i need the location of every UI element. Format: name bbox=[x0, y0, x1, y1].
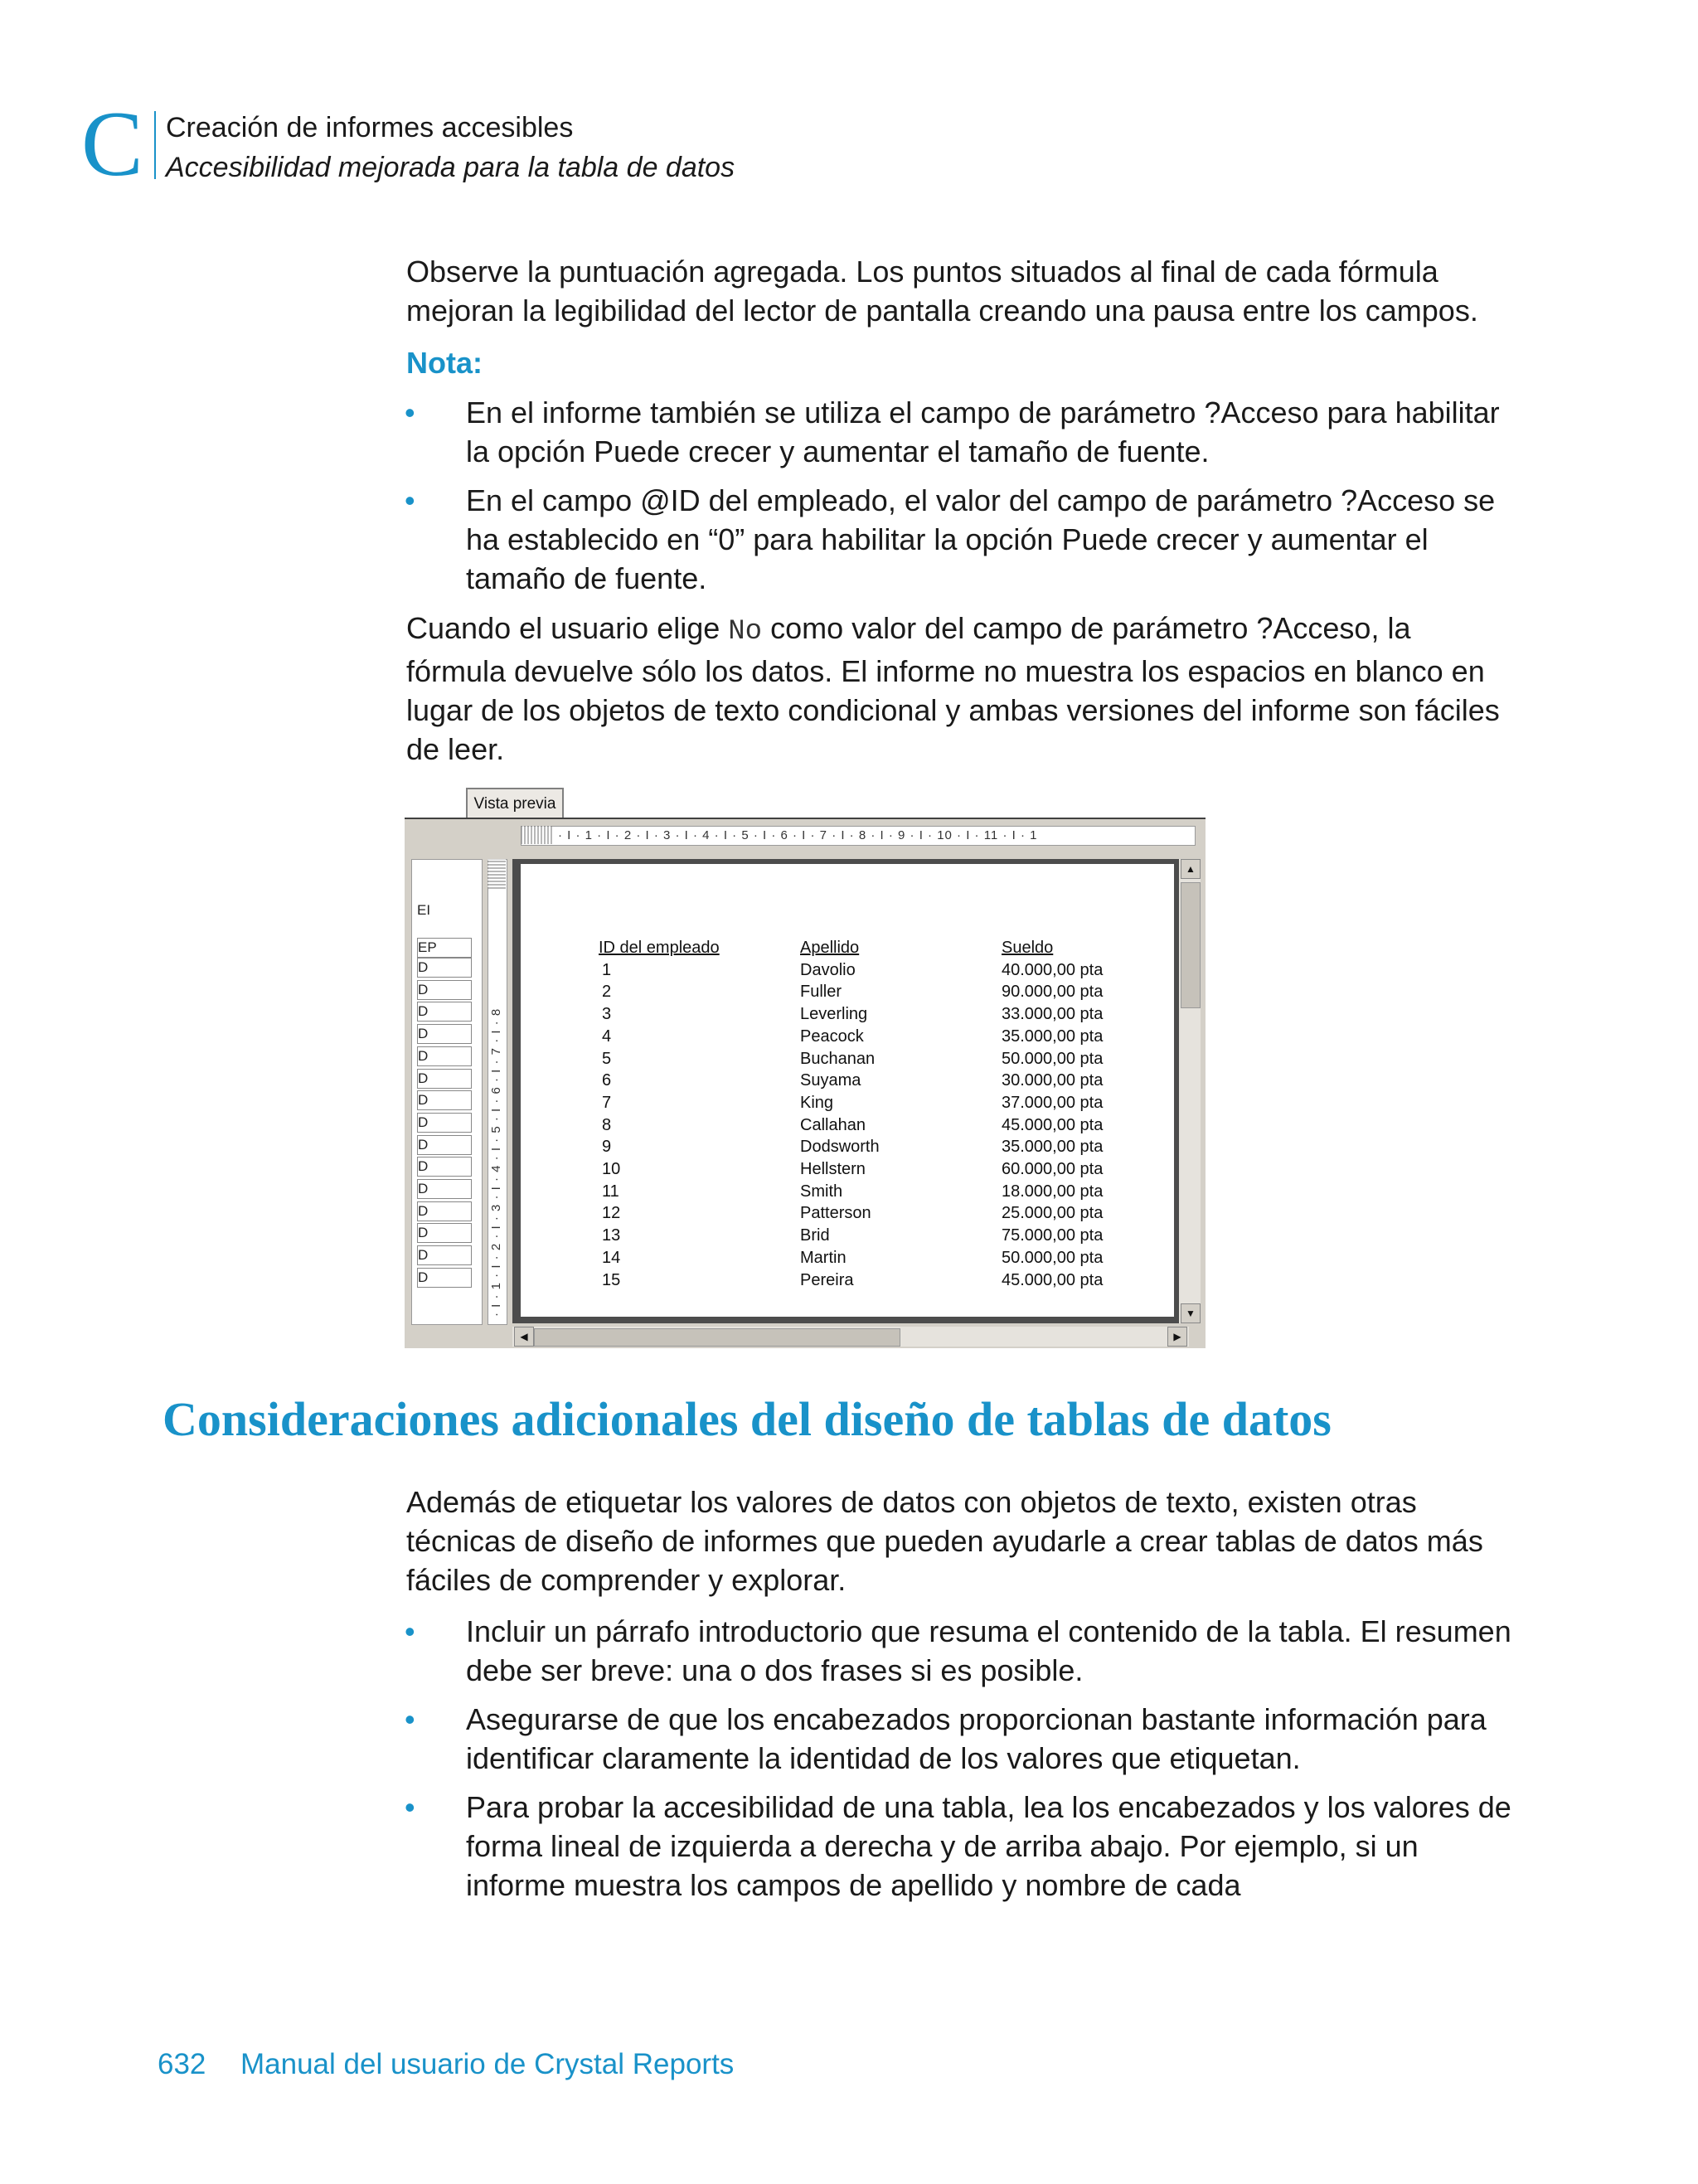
bullet-icon: • bbox=[405, 1790, 415, 1824]
table-cell: 18.000,00 pta bbox=[1002, 1182, 1104, 1201]
bullet-icon: • bbox=[405, 483, 415, 517]
horizontal-ruler bbox=[521, 826, 1196, 846]
chapter-letter: C bbox=[81, 93, 143, 196]
table-cell: 13 bbox=[602, 1226, 621, 1245]
group-item-d[interactable]: D bbox=[417, 980, 472, 1000]
table-cell: 6 bbox=[602, 1071, 612, 1090]
section-title: Accesibilidad mejorada para la tabla de datos bbox=[166, 152, 735, 183]
chapter-divider bbox=[154, 111, 156, 179]
group-item-d[interactable]: D bbox=[417, 1179, 472, 1199]
group-item-d[interactable]: D bbox=[417, 1245, 472, 1265]
table-cell: Davolio bbox=[800, 960, 856, 979]
table-cell: 5 bbox=[602, 1049, 612, 1068]
table-cell: 33.000,00 pta bbox=[1002, 1005, 1104, 1024]
table-cell: 9 bbox=[602, 1138, 612, 1157]
table-cell: Peacock bbox=[800, 1026, 864, 1046]
table-cell: 1 bbox=[602, 960, 612, 979]
column-header: Apellido bbox=[800, 939, 860, 957]
table-cell: 60.000,00 pta bbox=[1002, 1160, 1104, 1178]
table-cell: Dodsworth bbox=[800, 1138, 880, 1157]
paragraph-text: como valor del campo de parámetro ?Acceso, la fórmula devuelve sólo los datos. El informe no muestra los espacios en blanco en lugar de los objetos de texto condicional y ambas versiones del informe son fáciles de leer. bbox=[406, 611, 1500, 766]
table-cell: 35.000,00 pta bbox=[1002, 1026, 1104, 1046]
table-cell: 14 bbox=[602, 1248, 621, 1267]
design-bullet-2: Asegurarse de que los encabezados proporcionan bastante información para identificar claramente la identidad de los valores que etiquetan. bbox=[466, 1702, 1487, 1775]
group-item-d[interactable]: D bbox=[417, 1157, 472, 1177]
scroll-right-arrow-icon[interactable]: ▶ bbox=[1167, 1327, 1187, 1347]
table-cell: Leverling bbox=[800, 1005, 868, 1024]
group-item-ep[interactable]: EP bbox=[417, 938, 472, 958]
table-cell: 25.000,00 pta bbox=[1002, 1204, 1104, 1223]
column-header: Sueldo bbox=[1002, 939, 1054, 957]
table-cell: 90.000,00 pta bbox=[1002, 983, 1104, 1002]
group-item-d[interactable]: D bbox=[417, 1024, 472, 1044]
table-cell: 2 bbox=[602, 983, 612, 1002]
group-item-d[interactable]: D bbox=[417, 1113, 472, 1133]
intro-paragraph: Observe la puntuación agregada. Los puntos situados al final de cada fórmula mejoran la legibilidad del lector de pantalla creando una pausa entre los campos. bbox=[406, 255, 1478, 328]
table-cell: 75.000,00 pta bbox=[1002, 1226, 1104, 1245]
tab-vista-previa[interactable]: Vista previa bbox=[466, 788, 564, 819]
table-cell: 45.000,00 pta bbox=[1002, 1270, 1104, 1289]
chapter-title: Creación de informes accesibles bbox=[166, 112, 574, 143]
table-cell: 12 bbox=[602, 1204, 621, 1223]
book-title: Manual del usuario de Crystal Reports bbox=[240, 2048, 735, 2080]
scroll-left-arrow-icon[interactable]: ◀ bbox=[514, 1327, 534, 1347]
horizontal-scroll-thumb[interactable] bbox=[534, 1328, 900, 1347]
table-cell: Callahan bbox=[800, 1115, 866, 1134]
table-cell: 40.000,00 pta bbox=[1002, 960, 1104, 979]
section-heading: Consideraciones adicionales del diseño de tablas de datos bbox=[163, 1392, 1332, 1446]
table-cell: 37.000,00 pta bbox=[1002, 1093, 1104, 1112]
table-cell: 11 bbox=[602, 1182, 619, 1201]
table-cell: 30.000,00 pta bbox=[1002, 1071, 1104, 1090]
report-preview-screenshot bbox=[405, 788, 1206, 1347]
group-item-d[interactable]: D bbox=[417, 958, 472, 978]
design-bullet-1: Incluir un párrafo introductorio que resuma el contenido de la tabla. El resumen debe ser breve: una o dos frases si es posible. bbox=[466, 1614, 1511, 1687]
section-paragraph: Además de etiquetar los valores de datos con objetos de texto, existen otras técnicas de diseño de informes que pueden ayudarle a crear tablas de datos más fáciles de comprender y explorar. bbox=[406, 1485, 1483, 1597]
note-bullet-1: En el informe también se utiliza el campo de parámetro ?Acceso para habilitar la opción Puede crecer y aumentar el tamaño de fuente. bbox=[466, 396, 1500, 468]
table-cell: Pereira bbox=[800, 1270, 854, 1289]
table-cell: Brid bbox=[800, 1226, 830, 1245]
design-bullet-3: Para probar la accesibilidad de una tabla, lea los encabezados y los valores de forma lineal de izquierda a derecha y de arriba abajo. Por ejemplo, si un informe muestra los campos de apellido y nombre de cada bbox=[466, 1790, 1511, 1902]
note-label: Nota: bbox=[406, 346, 483, 380]
group-item-d[interactable]: D bbox=[417, 1090, 472, 1110]
report-page bbox=[521, 864, 1174, 1317]
preview-window bbox=[405, 818, 1206, 1348]
table-cell: 50.000,00 pta bbox=[1002, 1049, 1104, 1068]
bullet-icon: • bbox=[405, 1702, 415, 1736]
group-item-d[interactable]: D bbox=[417, 1268, 472, 1288]
table-cell: 15 bbox=[602, 1270, 621, 1289]
table-cell: 3 bbox=[602, 1005, 612, 1024]
code-value: No bbox=[728, 616, 763, 648]
note-bullet-2: En el campo @ID del empleado, el valor del campo de parámetro ?Acceso se ha establecido en “0” para habilitar la opción Puede crecer y aumentar el tamaño de fuente. bbox=[466, 483, 1496, 595]
vertical-ruler-marks: · I · 1 · I · 2 · I · 3 · I · 4 · I · 5 · I · 6 · I · 7 · I · 8 bbox=[489, 1007, 503, 1317]
table-cell: Hellstern bbox=[800, 1160, 866, 1178]
group-item-d[interactable]: D bbox=[417, 1201, 472, 1221]
table-cell: Martin bbox=[800, 1248, 847, 1267]
table-cell: King bbox=[800, 1093, 834, 1112]
table-cell: 35.000,00 pta bbox=[1002, 1138, 1104, 1157]
group-tree[interactable] bbox=[411, 859, 483, 1325]
group-item-d[interactable]: D bbox=[417, 1069, 472, 1089]
table-cell: 45.000,00 pta bbox=[1002, 1115, 1104, 1134]
table-cell: 7 bbox=[602, 1093, 612, 1112]
ruler-corner bbox=[521, 826, 552, 844]
table-cell: Suyama bbox=[800, 1071, 861, 1090]
table-cell: 10 bbox=[602, 1160, 621, 1178]
bullet-icon: • bbox=[405, 396, 415, 430]
group-item-d[interactable]: D bbox=[417, 1135, 472, 1155]
parameter-paragraph bbox=[406, 609, 1517, 769]
paragraph-text: Cuando el usuario elige bbox=[406, 611, 729, 645]
table-cell: Buchanan bbox=[800, 1049, 876, 1068]
column-header: ID del empleado bbox=[599, 939, 720, 957]
table-cell: Smith bbox=[800, 1182, 843, 1201]
group-item-d[interactable]: D bbox=[417, 1002, 472, 1022]
group-item-ei[interactable]: EI bbox=[417, 902, 431, 918]
vertical-scroll-thumb[interactable] bbox=[1181, 882, 1201, 1008]
scroll-down-arrow-icon[interactable]: ▼ bbox=[1181, 1303, 1201, 1323]
group-item-d[interactable]: D bbox=[417, 1223, 472, 1243]
table-cell: Patterson bbox=[800, 1204, 871, 1223]
table-cell: 4 bbox=[602, 1026, 612, 1046]
scroll-up-arrow-icon[interactable]: ▲ bbox=[1181, 859, 1201, 879]
table-cell: 8 bbox=[602, 1115, 612, 1134]
page-number: 632 bbox=[158, 2048, 206, 2080]
group-item-d[interactable]: D bbox=[417, 1046, 472, 1066]
table-cell: Fuller bbox=[800, 983, 842, 1002]
bullet-icon: • bbox=[405, 1614, 415, 1648]
table-cell: 50.000,00 pta bbox=[1002, 1248, 1104, 1267]
ruler-marks: · I · 1 · I · 2 · I · 3 · I · 4 · I · 5 · I · 6 · I · 7 · I · 8 · I · 9 · I · 10 · I · 11 · I · 1 bbox=[558, 828, 1038, 842]
